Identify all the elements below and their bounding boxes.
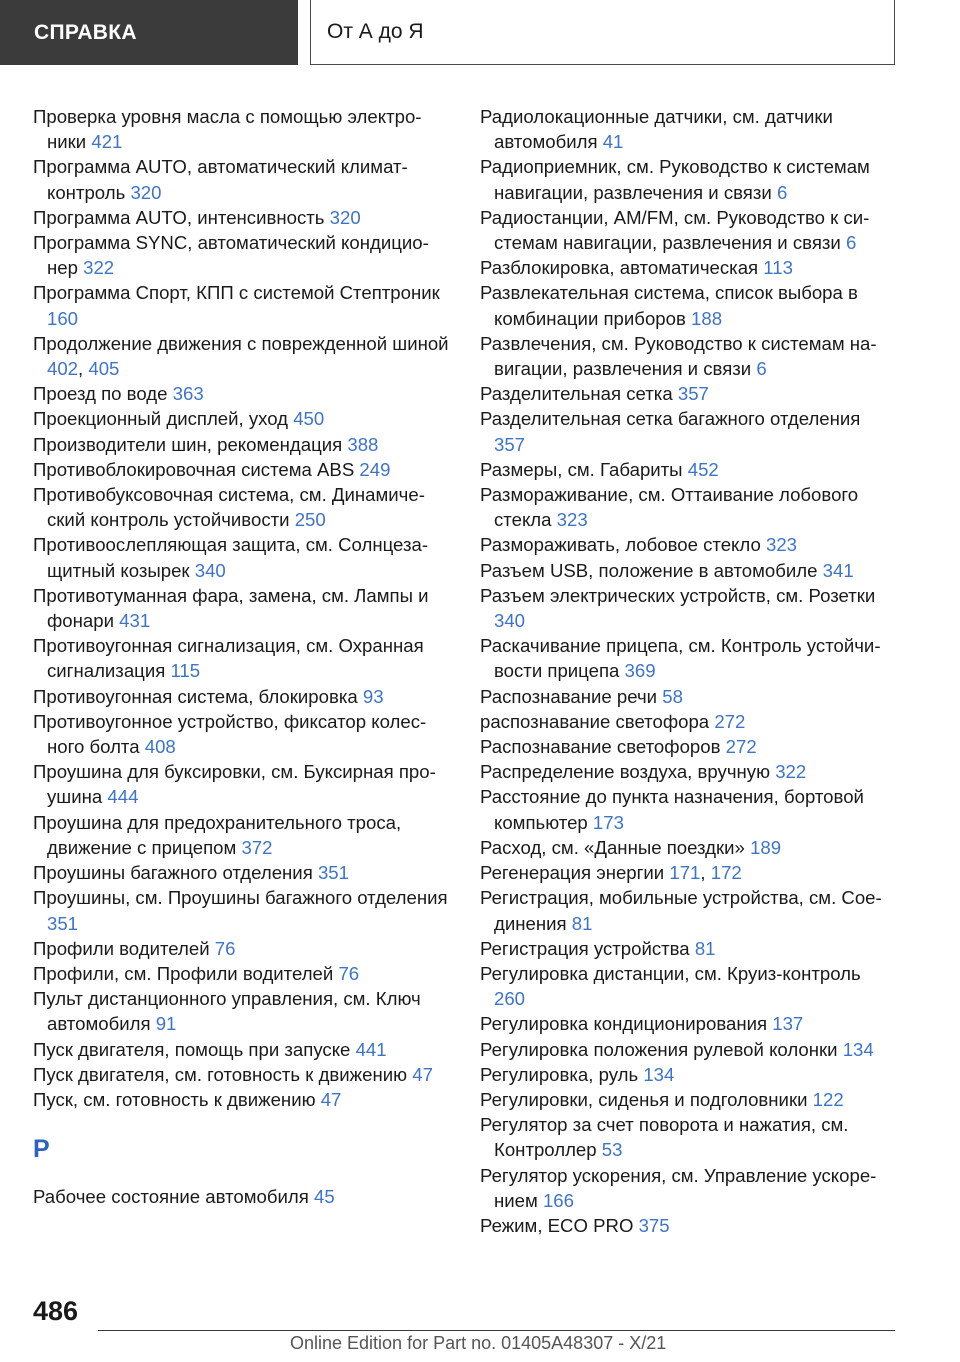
entry-term: Регенерация энергии xyxy=(480,862,665,884)
page-link[interactable]: 341 xyxy=(822,559,854,581)
entry-term: Разъем USB, положение в автомобиле xyxy=(480,559,818,581)
entry-term: Регулировка, руль xyxy=(480,1063,639,1085)
index-entry xyxy=(480,255,895,280)
page-link[interactable]: 388 xyxy=(347,433,379,455)
page-link[interactable]: 81 xyxy=(571,912,593,934)
page-link[interactable]: 272 xyxy=(714,710,746,732)
page-link[interactable]: 249 xyxy=(359,458,391,480)
entry-term: Проушины, см. Проушины багажного отделения xyxy=(33,887,448,909)
index-entry xyxy=(480,532,895,557)
index-entry xyxy=(33,860,453,885)
entry-term: Размеры, см. Габариты xyxy=(480,458,683,480)
entry-term: Разъем электрических устройств, см. Розетки xyxy=(480,584,876,606)
index-entry xyxy=(33,885,453,935)
index-entry xyxy=(33,1037,453,1062)
index-entry xyxy=(33,104,453,154)
index-entry xyxy=(33,230,453,280)
page-link[interactable]: 351 xyxy=(317,862,349,884)
footer-divider xyxy=(98,1330,895,1331)
index-entry xyxy=(480,331,895,381)
index-entries-left xyxy=(33,104,453,1112)
page-link[interactable]: 171 xyxy=(669,862,701,884)
page-link[interactable]: 250 xyxy=(294,509,326,531)
page-link[interactable]: 369 xyxy=(624,660,656,682)
page-link[interactable]: 93 xyxy=(362,685,384,707)
page-link[interactable]: 320 xyxy=(329,206,361,228)
index-entry xyxy=(33,1062,453,1087)
subsection-title: От А до Я xyxy=(327,20,424,43)
entry-term: Разделительная сетка багажного отделения xyxy=(480,408,861,430)
entry-term: Продолжение движения с поврежденной шиной xyxy=(33,332,449,354)
entry-term: Регулировка кондиционирования xyxy=(480,1013,768,1035)
index-entry xyxy=(480,759,895,784)
entry-term: Распознавание светофоров xyxy=(480,736,721,758)
index-entry xyxy=(33,406,453,431)
entry-term: Развлекательная система, список выбора в комбинации приборов xyxy=(480,282,858,329)
entry-term: Противоблокировочная система ABS xyxy=(33,458,355,480)
index-entry xyxy=(33,936,453,961)
page-link[interactable]: 408 xyxy=(144,736,176,758)
entry-term: Программа Спорт, КПП с системой Стептроник xyxy=(33,282,440,304)
index-entry xyxy=(33,709,453,759)
entry-term: Развлечения, см. Руководство к системам навигации, развлечения и связи xyxy=(480,332,877,380)
entry-term: Радиоприемник, см. Руководство к системам навигации, развлечения и связи xyxy=(480,156,870,203)
entry-term: Регулятор ускорения, см. Управление ускорением xyxy=(480,1164,877,1211)
entry-term: Противоослепляющая защита, см. Солнцезащитный козырек xyxy=(33,534,429,581)
entry-term: Проверка уровня масла с помощью электроники xyxy=(33,106,422,153)
index-entry xyxy=(480,1087,895,1112)
page-link[interactable]: 322 xyxy=(83,257,115,279)
entry-term: Профили водителей xyxy=(33,937,210,959)
index-entry: Продолжение движения с поврежденной шиной 402, 405 xyxy=(33,332,449,380)
entry-term: Проушины багажного отделения xyxy=(33,862,313,884)
index-entry xyxy=(33,482,453,532)
page-link[interactable]: 122 xyxy=(812,1088,844,1110)
entry-term: Регулировки, сиденья и подголовники xyxy=(480,1088,808,1110)
index-entry xyxy=(480,961,895,1011)
page-link[interactable]: 81 xyxy=(694,937,716,959)
index-entry xyxy=(480,1213,895,1238)
entry-term: Пуск, см. готовность к движению xyxy=(33,1088,316,1110)
page-link[interactable]: 76 xyxy=(338,962,360,984)
index-entry xyxy=(480,104,895,154)
entry-term: Расстояние до пункта назначения, бортовой компьютер xyxy=(480,786,864,833)
entry-term: Разделительная сетка xyxy=(480,383,673,405)
index-column-right xyxy=(480,104,895,1238)
page-link[interactable]: 160 xyxy=(47,307,79,329)
index-entry xyxy=(33,205,453,230)
index-entry xyxy=(33,1184,453,1209)
index-entry xyxy=(33,684,453,709)
index-entry xyxy=(480,280,895,330)
entry-term: Распознавание речи xyxy=(480,685,658,707)
index-entry xyxy=(33,457,453,482)
entry-term: Противотуманная фара, замена, см. Лампы и фонари xyxy=(33,584,429,632)
index-entry: Регенерация энергии 171, 172 xyxy=(480,862,742,884)
index-entry xyxy=(33,583,453,633)
index-entry xyxy=(480,205,895,255)
index-entry xyxy=(480,835,895,860)
footer-edition: Online Edition for Part no. 01405A48307 - X/21 xyxy=(290,1333,667,1353)
page-link[interactable]: 91 xyxy=(155,1013,177,1035)
index-entry xyxy=(33,432,453,457)
index-entry xyxy=(480,633,895,683)
page-link[interactable]: 260 xyxy=(494,988,526,1010)
subsection-tab xyxy=(310,0,895,65)
entry-term: Режим, ECO PRO xyxy=(480,1214,634,1236)
index-entry xyxy=(480,154,895,204)
page-link[interactable]: 363 xyxy=(172,383,204,405)
page-link[interactable]: 53 xyxy=(601,1139,623,1161)
index-entry xyxy=(33,381,453,406)
entry-term: Противоугонная система, блокировка xyxy=(33,685,358,707)
page-link[interactable]: 351 xyxy=(47,912,79,934)
page-link[interactable]: 357 xyxy=(677,383,709,405)
entry-term: Распределение воздуха, вручную xyxy=(480,761,771,783)
page-link[interactable]: 45 xyxy=(313,1186,335,1208)
page-link[interactable]: 405 xyxy=(88,358,120,380)
page-link[interactable]: 173 xyxy=(592,811,624,833)
page-link[interactable]: 113 xyxy=(763,257,793,279)
page-link[interactable]: 134 xyxy=(842,1038,874,1060)
page-link[interactable]: 375 xyxy=(638,1214,670,1236)
entry-term: распознавание светофора xyxy=(480,710,710,732)
entry-term: Раскачивание прицепа, см. Контроль устойчивости прицепа xyxy=(480,635,881,682)
page-link[interactable]: 421 xyxy=(91,131,123,153)
index-entry xyxy=(480,709,895,734)
page-link[interactable]: 6 xyxy=(756,358,767,380)
page-link[interactable]: 166 xyxy=(542,1189,574,1211)
entry-term: Проушина для предохранительного троса, движение с прицепом xyxy=(33,811,402,858)
entry-term: Рабочее состояние автомобиля xyxy=(33,1186,309,1208)
entry-term: Производители шин, рекомендация xyxy=(33,433,343,455)
index-entry xyxy=(480,1163,895,1213)
page-link[interactable]: 450 xyxy=(293,408,325,430)
page-link[interactable]: 115 xyxy=(170,660,201,682)
page-link[interactable]: 134 xyxy=(643,1063,675,1085)
section-tab xyxy=(0,0,298,65)
index-entry xyxy=(480,1112,895,1162)
entry-term: Профили, см. Профили водителей xyxy=(33,962,334,984)
index-entry xyxy=(33,1087,453,1112)
page-link[interactable]: 41 xyxy=(602,131,624,153)
index-entry xyxy=(480,482,895,532)
index-entry xyxy=(480,734,895,759)
page-link[interactable]: 137 xyxy=(772,1013,804,1035)
page-link[interactable]: 172 xyxy=(710,862,742,884)
page-link[interactable]: 188 xyxy=(691,307,723,329)
page-link[interactable]: 357 xyxy=(494,433,526,455)
page-link[interactable]: 431 xyxy=(119,610,151,632)
index-entry xyxy=(480,684,895,709)
index-entry xyxy=(33,986,453,1036)
page-link[interactable]: 323 xyxy=(556,509,588,531)
index-entry xyxy=(33,810,453,860)
index-column-left xyxy=(33,104,453,1209)
section-letter: Р xyxy=(33,1135,50,1164)
entry-term: Проекционный дисплей, уход xyxy=(33,408,289,430)
page-link[interactable]: 452 xyxy=(687,458,719,480)
entry-term: Размораживание, см. Оттаивание лобового стекла xyxy=(480,484,859,531)
entry-term: Размораживать, лобовое стекло xyxy=(480,534,761,556)
index-entry xyxy=(480,558,895,583)
index-entry xyxy=(480,583,895,633)
page-link[interactable]: 402 xyxy=(47,358,79,380)
entry-term: Противоугонное устройство, фиксатор колесного болта xyxy=(33,710,427,758)
section-title: СПРАВКА xyxy=(34,20,137,44)
entry-term: Программа AUTO, автоматический климат-контроль xyxy=(33,156,408,203)
entry-term: Противобуксовочная система, см. Динамический контроль устойчивости xyxy=(33,484,425,531)
index-entry xyxy=(480,885,895,935)
entry-term: Программа SYNC, автоматический кондиционер xyxy=(33,232,429,279)
index-entries-right xyxy=(480,104,895,1238)
page-link[interactable]: 444 xyxy=(107,786,139,808)
index-entry xyxy=(33,759,453,809)
entry-term: Регулировка дистанции, см. Круиз-контроль xyxy=(480,962,861,984)
entry-term: Противоугонная сигнализация, см. Охранная сигнализация xyxy=(33,635,424,682)
index-entry xyxy=(480,1011,895,1036)
entry-term: Регистрация, мобильные устройства, см. Соединения xyxy=(480,887,882,934)
entry-term: Расход, см. «Данные поездки» xyxy=(480,836,745,858)
page-link[interactable]: 323 xyxy=(765,534,798,556)
index-entry xyxy=(33,961,453,986)
index-entry xyxy=(480,457,895,482)
page-link[interactable]: 47 xyxy=(412,1063,433,1085)
entry-term: Радиолокационные датчики, см. датчики автомобиля xyxy=(480,106,833,153)
entry-term: Пуск двигателя, помощь при запуске xyxy=(33,1038,351,1060)
entry-term: Пуск двигателя, см. готовность к движению xyxy=(33,1063,408,1085)
page-link[interactable]: 6 xyxy=(845,232,857,254)
entry-term: Проезд по воде xyxy=(33,383,168,405)
page-link[interactable]: 47 xyxy=(320,1088,342,1110)
page-link[interactable]: 340 xyxy=(494,610,526,632)
index-entry xyxy=(33,532,453,582)
entry-term: Программа AUTO, интенсивность xyxy=(33,206,325,228)
entry-term: Разблокировка, автоматическая xyxy=(480,257,759,279)
page-link[interactable]: 272 xyxy=(725,736,757,758)
entry-term: Пульт дистанционного управления, см. Ключ автомобиля xyxy=(33,988,421,1035)
page-link[interactable]: 189 xyxy=(750,836,782,858)
index-entry xyxy=(480,406,895,456)
entry-term: Регулятор за счет поворота и нажатия, см. Контроллер xyxy=(480,1114,849,1161)
entry-term: Радиостанции, AM/FM, см. Руководство к системам навигации, развлечения и связи xyxy=(480,206,870,254)
index-entry xyxy=(480,381,895,406)
index-entry xyxy=(33,633,453,683)
page-link[interactable]: 6 xyxy=(776,181,788,203)
index-entry xyxy=(480,1062,895,1087)
page-link[interactable]: 322 xyxy=(775,761,807,783)
index-entries-left-after xyxy=(33,1184,453,1209)
page-link[interactable]: 372 xyxy=(241,836,273,858)
page-link[interactable]: 58 xyxy=(662,685,683,707)
page-number: 486 xyxy=(33,1296,79,1326)
entry-term: Регулировка положения рулевой колонки xyxy=(480,1038,838,1060)
page-link[interactable]: 441 xyxy=(355,1038,387,1060)
page-link[interactable]: 340 xyxy=(194,559,226,581)
index-entry xyxy=(33,280,453,330)
entry-term: Регистрация устройства xyxy=(480,937,690,959)
index-entry xyxy=(480,784,895,834)
page-link[interactable]: 320 xyxy=(130,181,162,203)
page-link[interactable]: 76 xyxy=(214,937,236,959)
index-entry xyxy=(480,1037,895,1062)
index-entry xyxy=(33,154,453,204)
entry-term: Проушина для буксировки, см. Буксирная проушина xyxy=(33,761,436,808)
index-entry xyxy=(480,936,895,961)
